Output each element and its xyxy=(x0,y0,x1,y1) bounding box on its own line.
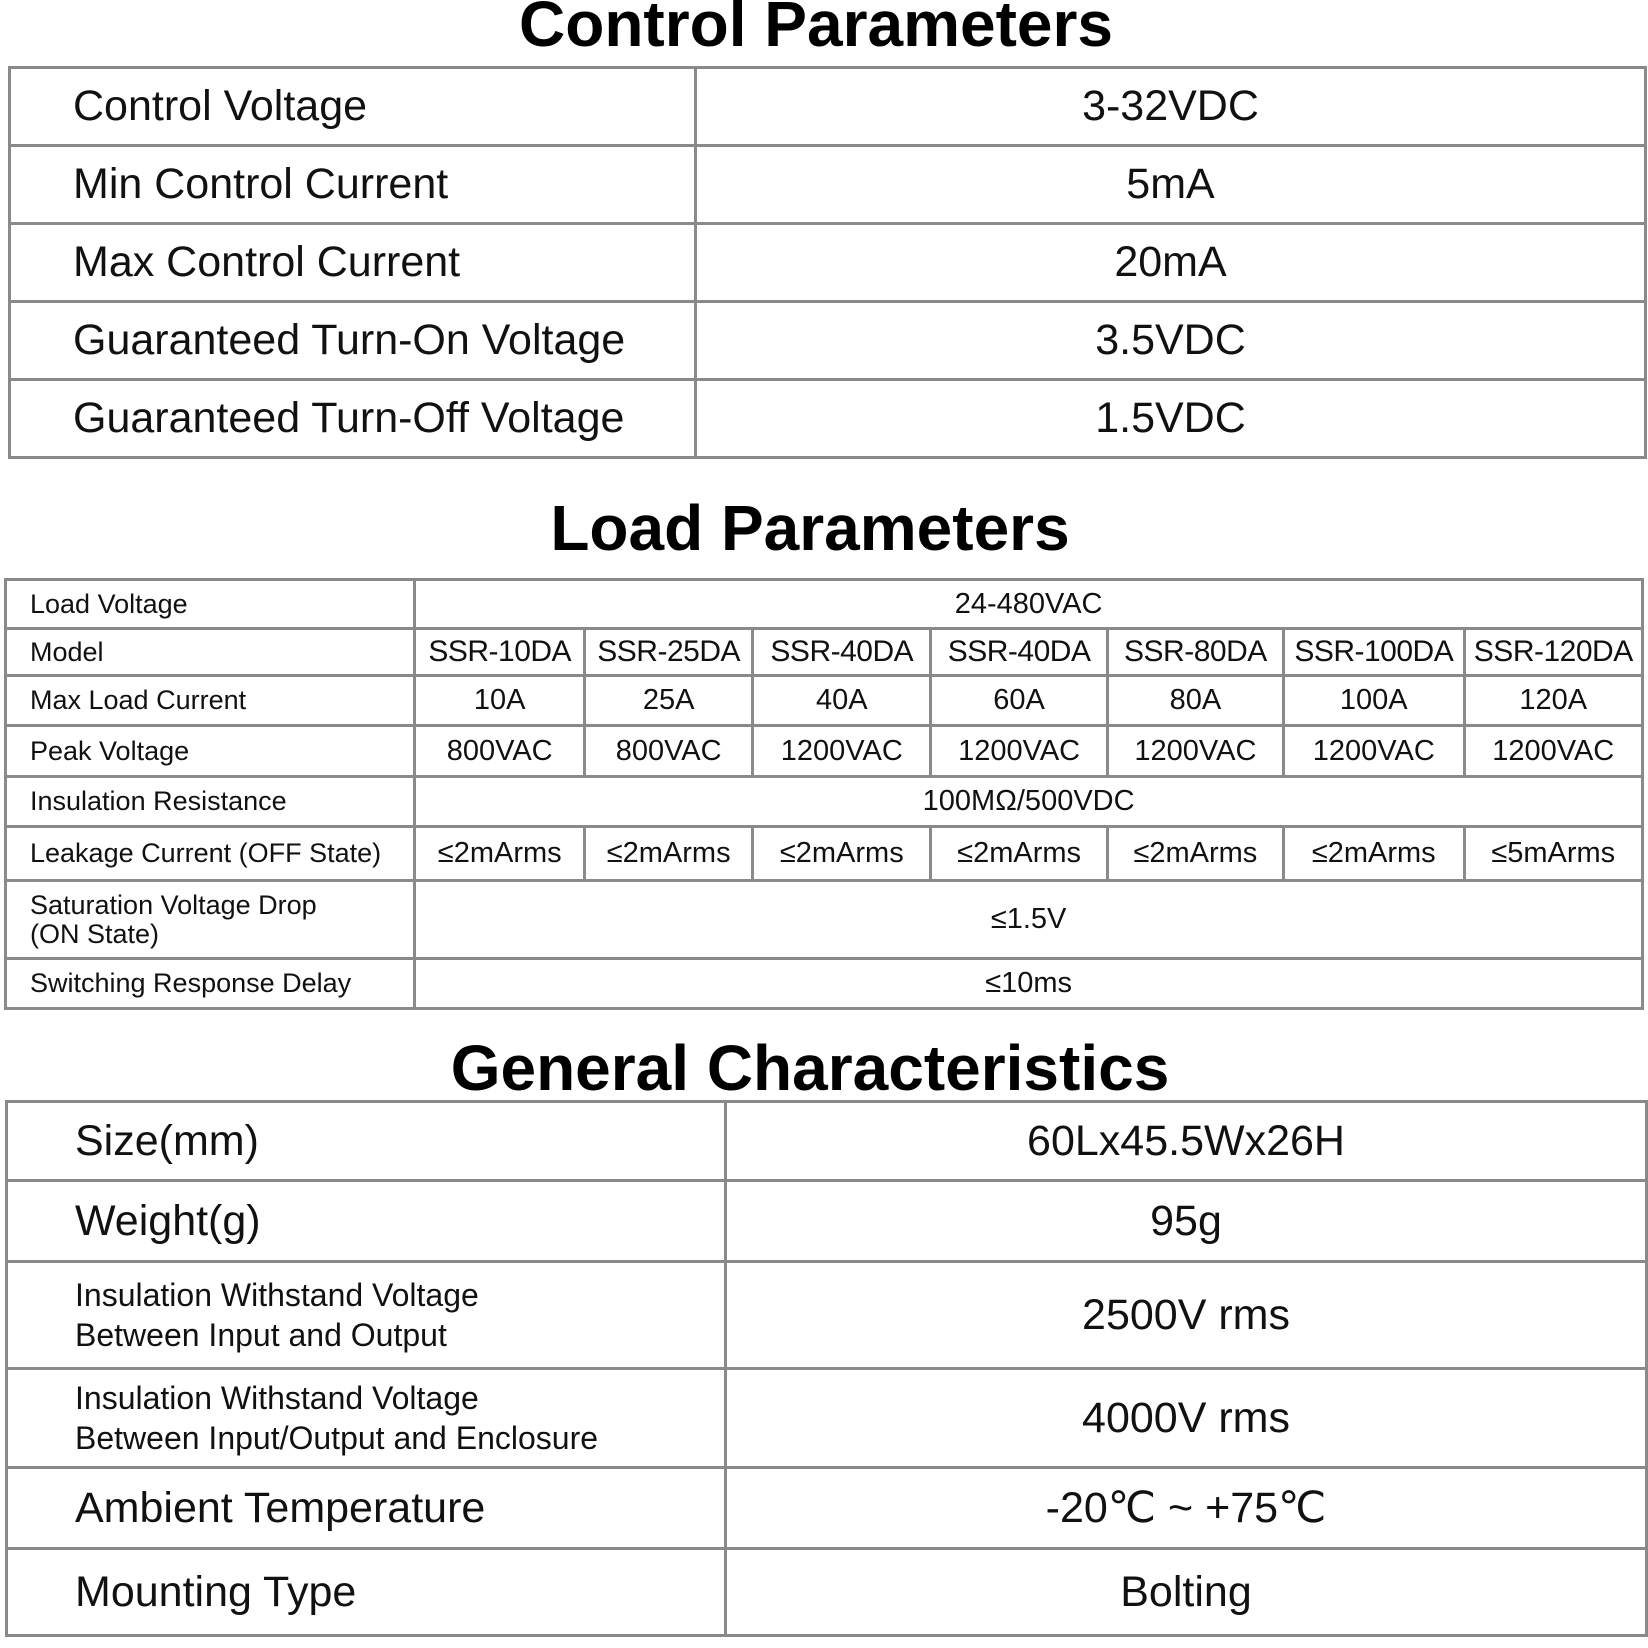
leakage-current-cell: ≤2mArms xyxy=(753,827,931,881)
leakage-current-cell: ≤5mArms xyxy=(1464,827,1643,881)
saturation-voltage-label-line2: (ON State) xyxy=(30,918,160,949)
insulation-enclosure-label xyxy=(7,1369,726,1468)
load-voltage-label: Load Voltage xyxy=(6,580,415,629)
max-control-current-label: Max Control Current xyxy=(10,224,696,302)
peak-voltage-cell: 1200VAC xyxy=(1107,726,1283,777)
max-load-current-label: Max Load Current xyxy=(6,676,415,726)
peak-voltage-cell: 1200VAC xyxy=(1284,726,1464,777)
min-control-current-label: Min Control Current xyxy=(10,146,696,224)
model-cell: SSR-40DA xyxy=(753,629,931,676)
table-row xyxy=(6,726,1643,777)
saturation-voltage-label-line1: Saturation Voltage Drop xyxy=(30,890,317,921)
model-cell: SSR-120DA xyxy=(1464,629,1643,676)
max-load-current-cell: 40A xyxy=(753,676,931,726)
table-row xyxy=(6,827,1643,881)
table-row xyxy=(6,881,1643,959)
max-load-current-cell: 120A xyxy=(1464,676,1643,726)
control-voltage-value: 3-32VDC xyxy=(696,68,1646,146)
weight-label: Weight(g) xyxy=(7,1181,726,1262)
insulation-resistance-label: Insulation Resistance xyxy=(6,777,415,827)
mounting-type-label: Mounting Type xyxy=(7,1549,726,1636)
model-cell: SSR-100DA xyxy=(1284,629,1464,676)
table-row xyxy=(10,224,1646,302)
load-voltage-value: 24-480VAC xyxy=(415,580,1643,629)
ambient-temperature-value: -20℃ ~ +75℃ xyxy=(726,1468,1647,1549)
leakage-current-cell: ≤2mArms xyxy=(585,827,753,881)
saturation-voltage-label xyxy=(6,881,415,959)
max-load-current-cell: 100A xyxy=(1284,676,1464,726)
control-parameters-title: Control Parameters xyxy=(519,0,1113,60)
leakage-current-cell: ≤2mArms xyxy=(931,827,1107,881)
peak-voltage-cell: 800VAC xyxy=(585,726,753,777)
insulation-enclosure-label-line1: Insulation Withstand Voltage xyxy=(75,1380,479,1416)
peak-voltage-cell: 1200VAC xyxy=(753,726,931,777)
turn-on-voltage-value: 3.5VDC xyxy=(696,302,1646,380)
switching-delay-label: Switching Response Delay xyxy=(6,959,415,1009)
leakage-current-cell: ≤2mArms xyxy=(415,827,585,881)
turn-on-voltage-label: Guaranteed Turn-On Voltage xyxy=(10,302,696,380)
weight-value: 95g xyxy=(726,1181,1647,1262)
model-cell: SSR-25DA xyxy=(585,629,753,676)
max-load-current-cell: 80A xyxy=(1107,676,1283,726)
table-row xyxy=(7,1549,1647,1636)
control-voltage-label: Control Voltage xyxy=(10,68,696,146)
insulation-enclosure-label-line2: Between Input/Output and Enclosure xyxy=(75,1420,599,1456)
load-parameters-table xyxy=(4,578,1644,1010)
min-control-current-value: 5mA xyxy=(696,146,1646,224)
insulation-io-label-line2: Between Input and Output xyxy=(75,1317,447,1353)
saturation-voltage-value: ≤1.5V xyxy=(415,881,1643,959)
general-characteristics-table xyxy=(5,1100,1648,1637)
table-row xyxy=(6,676,1643,726)
leakage-current-label: Leakage Current (OFF State) xyxy=(6,827,415,881)
table-row xyxy=(10,380,1646,458)
table-row xyxy=(7,1102,1647,1181)
mounting-type-value: Bolting xyxy=(726,1549,1647,1636)
table-row xyxy=(7,1181,1647,1262)
table-row xyxy=(6,629,1643,676)
table-row xyxy=(7,1262,1647,1369)
model-label: Model xyxy=(6,629,415,676)
insulation-resistance-value: 100MΩ/500VDC xyxy=(415,777,1643,827)
switching-delay-value: ≤10ms xyxy=(415,959,1643,1009)
leakage-current-cell: ≤2mArms xyxy=(1284,827,1464,881)
max-control-current-value: 20mA xyxy=(696,224,1646,302)
model-cell: SSR-80DA xyxy=(1107,629,1283,676)
insulation-io-label-line1: Insulation Withstand Voltage xyxy=(75,1277,479,1313)
peak-voltage-cell: 1200VAC xyxy=(931,726,1107,777)
max-load-current-cell: 60A xyxy=(931,676,1107,726)
peak-voltage-label: Peak Voltage xyxy=(6,726,415,777)
control-parameters-table xyxy=(8,66,1647,459)
table-row xyxy=(10,68,1646,146)
load-parameters-title: Load Parameters xyxy=(550,492,1070,564)
table-row xyxy=(7,1468,1647,1549)
table-row xyxy=(7,1369,1647,1468)
turn-off-voltage-label: Guaranteed Turn-Off Voltage xyxy=(10,380,696,458)
table-row xyxy=(10,146,1646,224)
table-row xyxy=(10,302,1646,380)
insulation-enclosure-value: 4000V rms xyxy=(726,1369,1647,1468)
table-row xyxy=(6,959,1643,1009)
model-cell: SSR-40DA xyxy=(931,629,1107,676)
max-load-current-cell: 25A xyxy=(585,676,753,726)
insulation-io-label xyxy=(7,1262,726,1369)
insulation-io-value: 2500V rms xyxy=(726,1262,1647,1369)
ambient-temperature-label: Ambient Temperature xyxy=(7,1468,726,1549)
max-load-current-cell: 10A xyxy=(415,676,585,726)
model-cell: SSR-10DA xyxy=(415,629,585,676)
size-label: Size(mm) xyxy=(7,1102,726,1181)
turn-off-voltage-value: 1.5VDC xyxy=(696,380,1646,458)
peak-voltage-cell: 800VAC xyxy=(415,726,585,777)
size-value: 60Lx45.5Wx26H xyxy=(726,1102,1647,1181)
peak-voltage-cell: 1200VAC xyxy=(1464,726,1643,777)
general-characteristics-title: General Characteristics xyxy=(450,1032,1170,1104)
table-row xyxy=(6,777,1643,827)
leakage-current-cell: ≤2mArms xyxy=(1107,827,1283,881)
table-row xyxy=(6,580,1643,629)
